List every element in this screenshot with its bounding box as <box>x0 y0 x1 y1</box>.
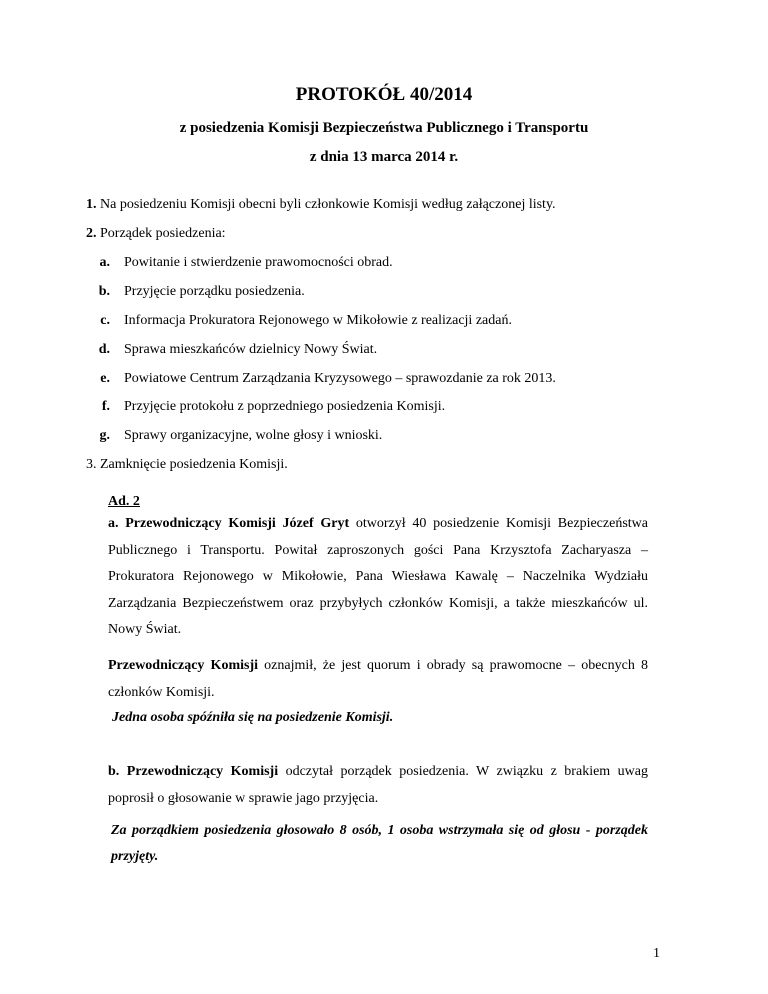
agenda-letter-b: b. <box>98 284 110 299</box>
quorum-paragraph <box>108 653 648 706</box>
page-number: 1 <box>653 946 660 961</box>
item-3: 3. Zamknięcie posiedzenia Komisji. <box>86 457 288 472</box>
page-title: PROTOKÓŁ 40/2014 <box>295 84 473 105</box>
item-2-number: 2. <box>86 226 97 241</box>
agenda-letter-c: c. <box>100 313 110 328</box>
agenda-text-d: Sprawa mieszkańców dzielnicy Nowy Świat. <box>124 342 378 357</box>
agenda-letter-g: g. <box>99 428 110 443</box>
late-arrival-note: Jedna osoba spóźniła się na posiedzenie Komisji. <box>112 710 394 725</box>
agenda-letter-e: e. <box>100 371 110 386</box>
vote-result: Za porządkiem posiedzenia głosowało 8 osób, 1 osoba wstrzymała się od głosu - porządek przyjęty. <box>111 823 648 864</box>
item-1 <box>86 197 556 213</box>
paragraph-a-lead: a. Przewodniczący Komisji Józef Gryt <box>108 516 350 531</box>
agenda-text-g: Sprawy organizacyjne, wolne głosy i wnioski. <box>124 428 383 443</box>
item-1-number: 1. <box>86 197 97 212</box>
document-subtitle: z posiedzenia Komisji Bezpieczeństwa Publicznego i Transportu <box>179 120 589 136</box>
ad-2-heading: Ad. 2 <box>108 494 140 509</box>
agenda-text-c: Informacja Prokuratora Rejonowego w Mikołowie z realizacji zadań. <box>124 313 512 328</box>
agenda-text-e: Powiatowe Centrum Zarządzania Kryzysowego – sprawozdanie za rok 2013. <box>124 371 556 386</box>
document-date: z dnia 13 marca 2014 r. <box>309 149 459 165</box>
agenda-letter-a: a. <box>99 255 110 270</box>
paragraph-b-body: odczytał porządek posiedzenia. W związku z brakiem uwag poprosił o głosowanie w sprawie jago przyjęcia. <box>108 764 648 806</box>
item-1-text: Na posiedzeniu Komisji obecni byli członkowie Komisji według załączonej listy. <box>100 197 556 212</box>
quorum-lead: Przewodniczący Komisji <box>108 658 259 673</box>
quorum-body: oznajmił, że jest quorum i obrady są prawomocne – obecnych 8 członków Komisji. <box>108 658 649 700</box>
item-2 <box>86 226 226 242</box>
agenda-letter-f: f. <box>101 399 110 414</box>
paragraph-a-body: otworzył 40 posiedzenie Komisji Bezpieczeństwa Publicznego i Transportu. Powitał zaproszonych gości Pana Krzysztofa Zacharyasza – Prokuratora Rejonowego w Mikołowie, Pana Wiesława Kawalę – Naczelnika Wydziału Zarządzania Bezpieczeństwem oraz przybyłych członków Komisji, a także mieszkańców ul. Nowy Świat. <box>108 516 648 637</box>
agenda-text-b: Przyjęcie porządku posiedzenia. <box>124 284 305 299</box>
item-2-text: Porządek posiedzenia: <box>100 226 226 241</box>
agenda-text-a: Powitanie i stwierdzenie prawomocności obrad. <box>124 255 393 270</box>
agenda-text-f: Przyjęcie protokołu z poprzedniego posiedzenia Komisji. <box>124 399 446 414</box>
paragraph-a <box>108 511 648 644</box>
paragraph-b <box>108 759 648 812</box>
paragraph-b-lead: b. Przewodniczący Komisji <box>108 764 279 779</box>
agenda-letter-d: d. <box>98 342 110 357</box>
